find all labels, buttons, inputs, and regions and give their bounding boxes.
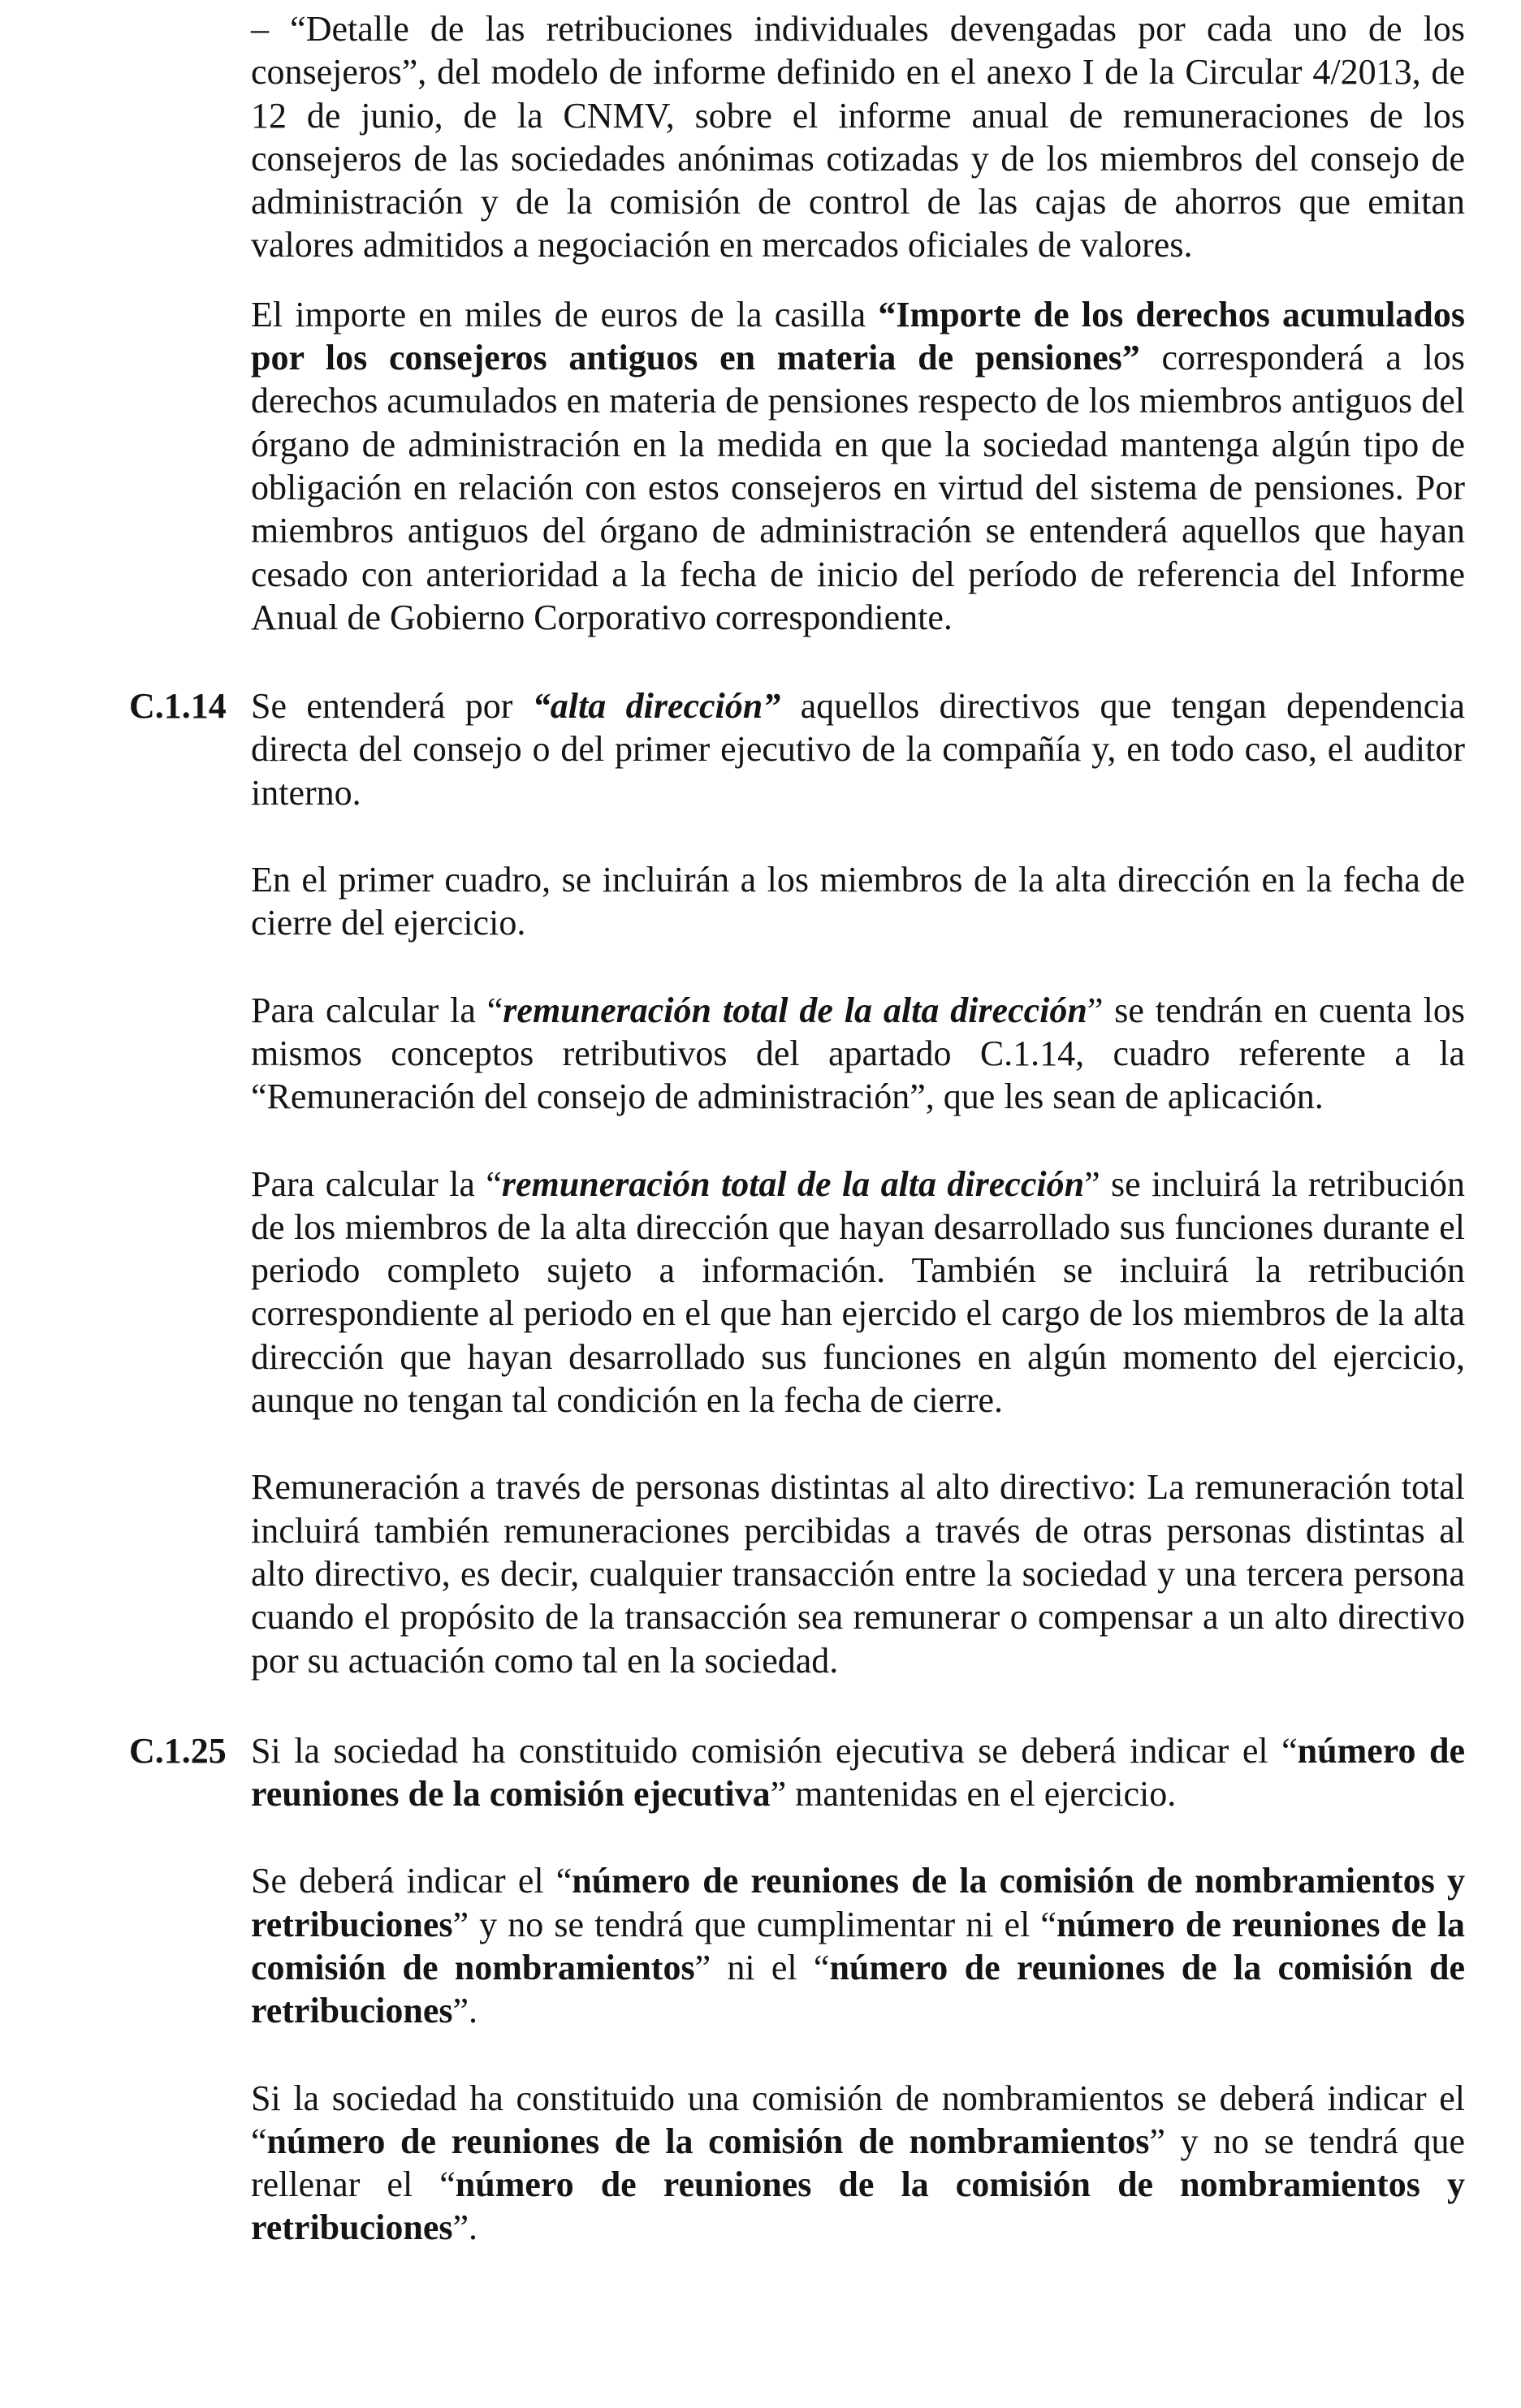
paragraph-text: – “Detalle de las retribuciones individuales devengadas por cada uno de los consejeros”, del modelo de informe definido en el anexo I de la Circular 4/2013, de 12 de junio, de la CNMV, sobre el informe anual de remuneraciones de los consejeros de las sociedades anónimas cotizadas y de los miembros del consejo de administración y de la comisión de control de las cajas de ahorros que emitan valores admitidos a negociación en mercados oficiales de valores.: [251, 9, 1465, 265]
section-paragraph: [251, 1729, 1465, 1816]
section-number: C.1.25: [129, 1730, 227, 1771]
bold-field-name: número de reuniones de la comisión de nombramientos: [266, 2121, 1150, 2161]
document-page: [0, 7, 1521, 2250]
section-paragraph: [251, 684, 1465, 814]
section-c-1-14: [0, 684, 1521, 1682]
section-body: [251, 684, 1465, 1682]
section-paragraph: [251, 1163, 1465, 1422]
section-paragraph: [251, 1465, 1465, 1681]
paragraph-text: ”.: [452, 2207, 478, 2248]
paragraph-text: ”.: [452, 1991, 478, 2031]
emphasized-term: “alta dirección”: [532, 686, 781, 727]
paragraph-text: Se deberá indicar el “: [251, 1861, 573, 1901]
paragraph-text: ” se incluirá la retribución de los miembros de la alta dirección que hayan desarrollado sus funciones durante el periodo completo sujeto a información. También se incluirá la retribución correspondiente al periodo en el que han ejercido el cargo de los miembros de la alta dirección que hayan desarrollado sus funciones en algún momento del ejercicio, aunque no tengan tal condición en la fecha de cierre.: [251, 1163, 1466, 1421]
section-number: C.1.14: [129, 686, 227, 727]
paragraph-text: corresponderá a los derechos acumulados en materia de pensiones respecto de los miembros antiguos del órgano de administración en la medida en que la sociedad mantenga algún tipo de obligación en relación con estos consejeros en virtud del sistema de pensiones. Por miembros antiguos del órgano de administración se entenderá aquellos que hayan cesado con anterioridad a la fecha de inicio del período de referencia del Informe Anual de Gobierno Corporativo correspondiente.: [251, 338, 1466, 637]
bold-field-name: número de reuniones de la comisión de retribuciones: [251, 1947, 1465, 2031]
section-paragraph: [251, 989, 1465, 1119]
intro-paragraph: [251, 293, 1465, 639]
paragraph-text: Si la sociedad ha constituido una comisión de nombramientos se deberá indicar el “: [251, 2078, 1465, 2161]
section-c-1-25: [0, 1729, 1521, 2250]
emphasized-term: remuneración total de la alta dirección: [501, 1163, 1085, 1204]
paragraph-text: Para calcular la “: [251, 990, 503, 1030]
section-paragraph: [251, 2077, 1465, 2250]
section-paragraph: [251, 1859, 1465, 2032]
paragraph-text: Se entenderá por: [251, 686, 533, 727]
intro-block: [251, 7, 1465, 639]
bold-field-name: “Importe de los derechos acumulados por los consejeros antiguos en materia de pensiones”: [251, 294, 1465, 378]
bold-field-name: número de reuniones de la comisión de nombramientos: [251, 1904, 1465, 1987]
paragraph-text: En el primer cuadro, se incluirán a los miembros de la alta dirección en la fecha de cierre del ejercicio.: [251, 860, 1465, 943]
paragraph-text: Remuneración a través de personas distintas al alto directivo: La remuneración total incluirá también remuneraciones percibidas a través de otras personas distintas al alto directivo, es decir, cualquier transacción entre la sociedad y una tercera persona cuando el propósito de la transacción sea remunerar o compensar a un alto directivo por su actuación como tal en la sociedad.: [251, 1467, 1465, 1681]
bold-field-name: número de reuniones de la comisión de nombramientos y retribuciones: [251, 2164, 1466, 2248]
paragraph-text: ” ni el “: [694, 1947, 830, 1987]
paragraph-text: ” se tendrán en cuenta los mismos conceptos retributivos del apartado C.1.14, cuadro referente a la “Remuneración del consejo de administración”, que les sean de aplicación.: [251, 990, 1466, 1117]
paragraph-text: ” y no se tendrá que cumplimentar ni el “: [452, 1904, 1056, 1944]
intro-paragraph: [251, 7, 1465, 267]
emphasized-term: remuneración total de la alta dirección: [503, 990, 1087, 1030]
section-paragraph: [251, 858, 1465, 945]
section-body: [251, 1729, 1465, 2250]
bold-field-name: número de reuniones de la comisión de nombramientos y retribuciones: [251, 1861, 1465, 1944]
paragraph-text: El importe en miles de euros de la casilla: [251, 294, 879, 334]
bold-field-name: número de reuniones de la comisión ejecutiva: [251, 1730, 1466, 1815]
paragraph-text: Para calcular la “: [251, 1163, 502, 1204]
paragraph-text: Si la sociedad ha constituido comisión ejecutiva se deberá indicar el “: [251, 1730, 1298, 1771]
paragraph-text: aquellos directivos que tengan dependencia directa del consejo o del primer ejecutivo de la compañía y, en todo caso, el auditor interno.: [251, 686, 1465, 813]
paragraph-text: ” y no se tendrá que rellenar el “: [251, 2121, 1465, 2205]
paragraph-text: ” mantenidas en el ejercicio.: [770, 1774, 1177, 1815]
